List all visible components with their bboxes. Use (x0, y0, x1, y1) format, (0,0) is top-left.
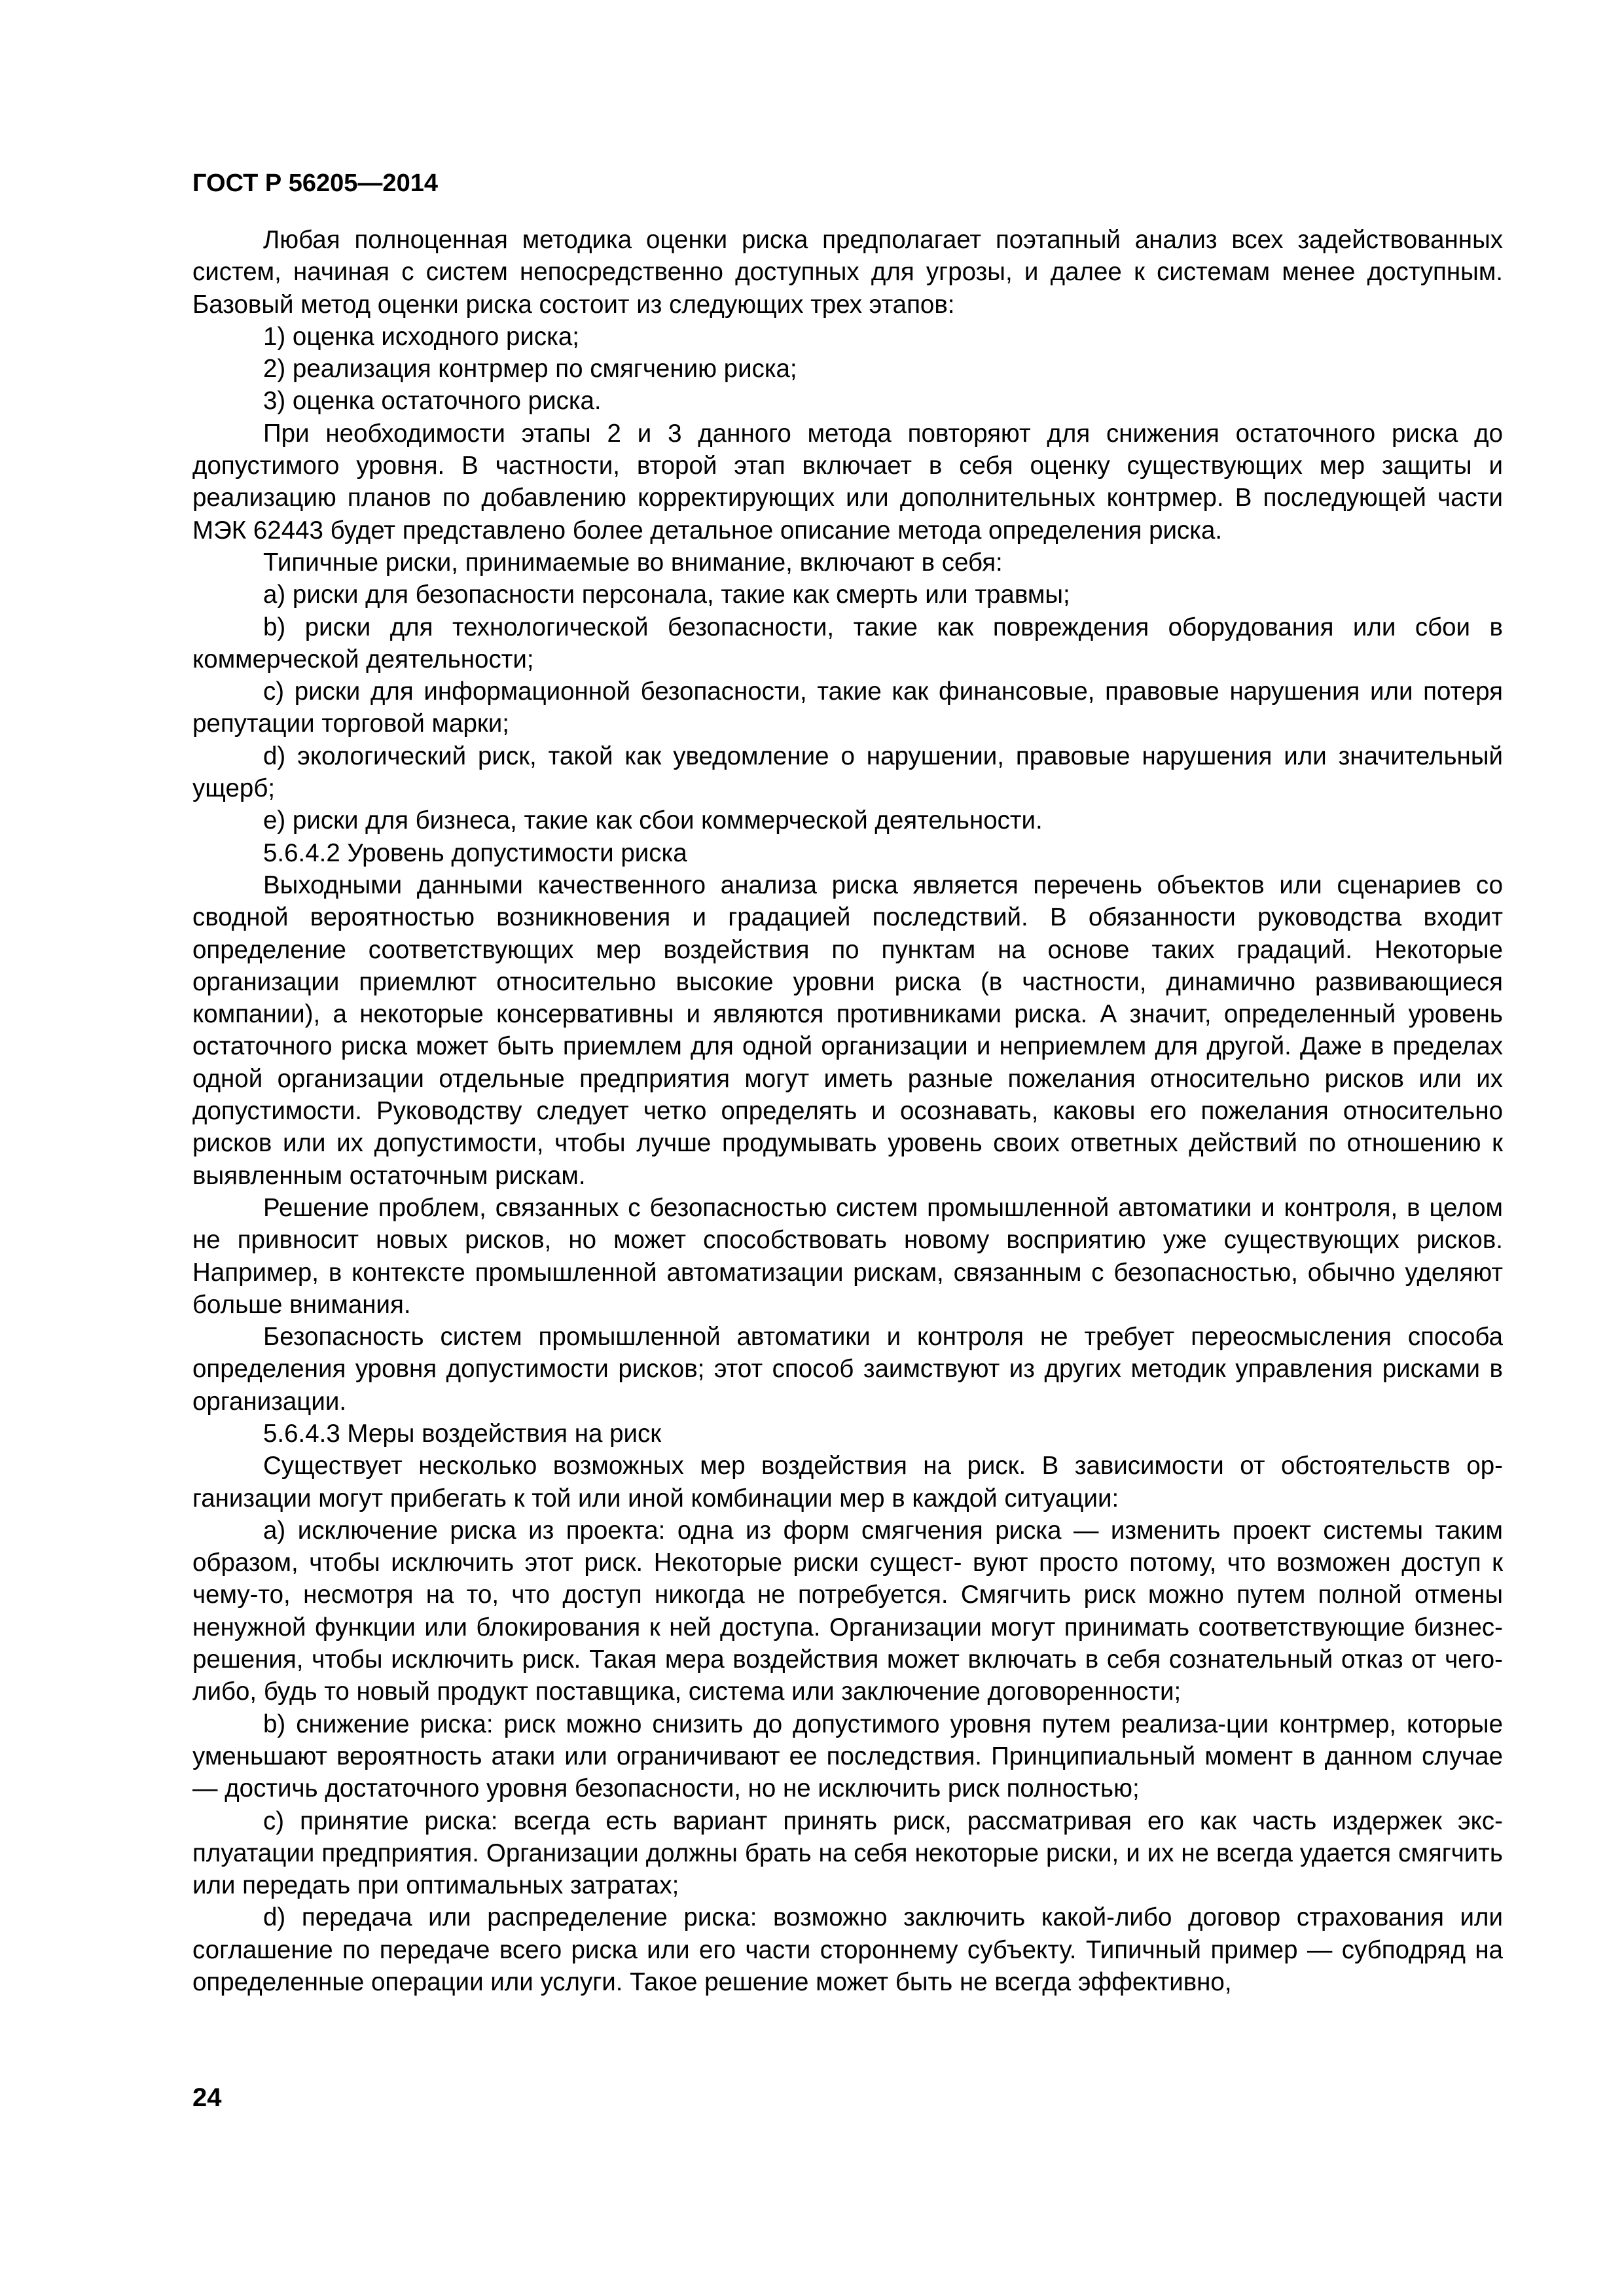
paragraph-repeat-steps: При необходимости этапы 2 и 3 данного метода повторяют для снижения остаточного риска до допустимого уровня. В частности, второй этап включает в себя оценку существующих мер защиты и реализацию планов по добавлению корректирующих или дополнительных контрмер. В последующей части МЭК 62443 будет представлено более детальное описание метода определения риска. (192, 419, 1503, 545)
paragraph-risk-levels: Безопасность систем промышленной автоматики и контроля не требует переосмысления способа определения уровня допустимости рисков; этот способ заимствуют из других методик управления рисками в организации. (192, 1323, 1503, 1416)
document-code-header: ГОСТ Р 56205—2014 (192, 170, 438, 197)
paragraph-risk-tolerance: Выходными данными качественного анализа риска является перечень объектов или сценариев со сводной вероятностью возникновения и градацией последствий. В обязанности руководства входит определение соответствующих мер воздействия по пунктам на основе таких градаций. Некоторые организации приемлют относительно высокие уровни риска (в частности, динамично развивающиеся компании), а некоторые консервативны и являются противниками риска. А значит, определенный уровень остаточного риска может быть приемлем для одной организации и неприемлем для другой. Даже в пределах одной организации отдельные предприятия могут иметь разные пожелания относительно рисков или их допустимости. Руководству следует четко определять и осознавать, каковы его пожелания относительно рисков или их допустимости, чтобы лучше продумывать уровень своих ответных действий по отношению к выявленным остаточным рискам. (192, 870, 1503, 1190)
paragraph-iacs-security: Решение проблем, связанных с безопасностью систем промышленной автоматики и контроля, в целом не привносит новых рисков, но может способствовать новому восприятию уже существующих рисков. Например, в контексте промышленной автоматизации рискам, связанным с безопасностью, обычно уделяют больше внимания. (192, 1193, 1503, 1319)
list-item-risk-e: e) риски для бизнеса, такие как сбои коммерческой деятельности. (263, 806, 1043, 835)
list-item-risk-c: c) риски для информационной безопасности, такие как финансовые, правовые нарушения или потеря репутации торговой марки; (192, 677, 1503, 738)
section-heading-5-6-4-3: 5.6.4.3 Меры воздействия на риск (263, 1419, 662, 1448)
list-item-step-1: 1) оценка исходного риска; (263, 322, 579, 351)
list-item-measure-d: d) передача или распределение риска: возможно заключить какой-либо договор страхования или соглашение по передаче всего риска или его части стороннему субъекту. Типичный пример — субподряд на определенные операции или услуги. Такое решение может быть не всегда эффективно, (192, 1903, 1503, 1997)
paragraph-intro: Любая полноценная методика оценки риска предполагает поэтапный анализ всех задействованных систем, начиная с систем непосредственно доступных для угрозы, и далее к системам менее доступным. Базовый метод оценки риска состоит из следующих трех этапов: (192, 226, 1503, 319)
list-item-risk-a: a) риски для безопасности персонала, такие как смерть или травмы; (263, 581, 1070, 609)
list-item-measure-a: a) исключение риска из проекта: одна из форм смягчения риска — изменить проект системы таким образом, чтобы исключить этот риск. Некоторые риски сущест- вуют просто потому, что возможен доступ к чему-то, несмотря на то, что доступ никогда не потребуется. Смягчить риск можно путем полной отмены ненужной функции или блокирования к ней доступа. Организации могут принимать соответствующие бизнес-решения, чтобы исключить риск. Такая мера воздействия может включать в себя сознательный отказ от чего-либо, будь то новый продукт поставщика, система или заключение договоренности; (192, 1516, 1503, 1706)
section-heading-5-6-4-2: 5.6.4.2 Уровень допустимости риска (263, 838, 687, 867)
list-item-measure-b: b) снижение риска: риск можно снизить до допустимого уровня путем реализа-ции контрмер, которые уменьшают вероятность атаки или ограничивают ее последствия. Принципиальный момент в данном случае — достичь достаточного уровня безопасности, но не исключить риск полностью; (192, 1710, 1503, 1803)
body-text (192, 224, 1503, 1998)
list-item-measure-c: c) принятие риска: всегда есть вариант принять риск, рассматривая его как часть издержек эксплуатации предприятия. Организации должны брать на себя некоторые риски, и их не всегда удается смягчить или передать при оптимальных затратах; (192, 1806, 1503, 1900)
page-number: 24 (192, 2083, 222, 2112)
list-item-risk-d: d) экологический риск, такой как уведомление о нарушении, правовые нарушения или значительный ущерб; (192, 742, 1503, 803)
paragraph-typical-risks: Типичные риски, принимаемые во внимание, включают в себя: (263, 548, 1003, 577)
list-item-risk-b: b) риски для технологической безопасности, такие как повреждения оборудования или сбои в коммерческой деятельности; (192, 613, 1503, 673)
paragraph-risk-measures: Существует несколько возможных мер воздействия на риск. В зависимости от обстоятельств организации могут прибегать к той или иной комбинации мер в каждой ситуации: (192, 1452, 1503, 1513)
list-item-step-3: 3) оценка остаточного риска. (263, 387, 602, 416)
list-item-step-2: 2) реализация контрмер по смягчению риска; (263, 355, 797, 384)
